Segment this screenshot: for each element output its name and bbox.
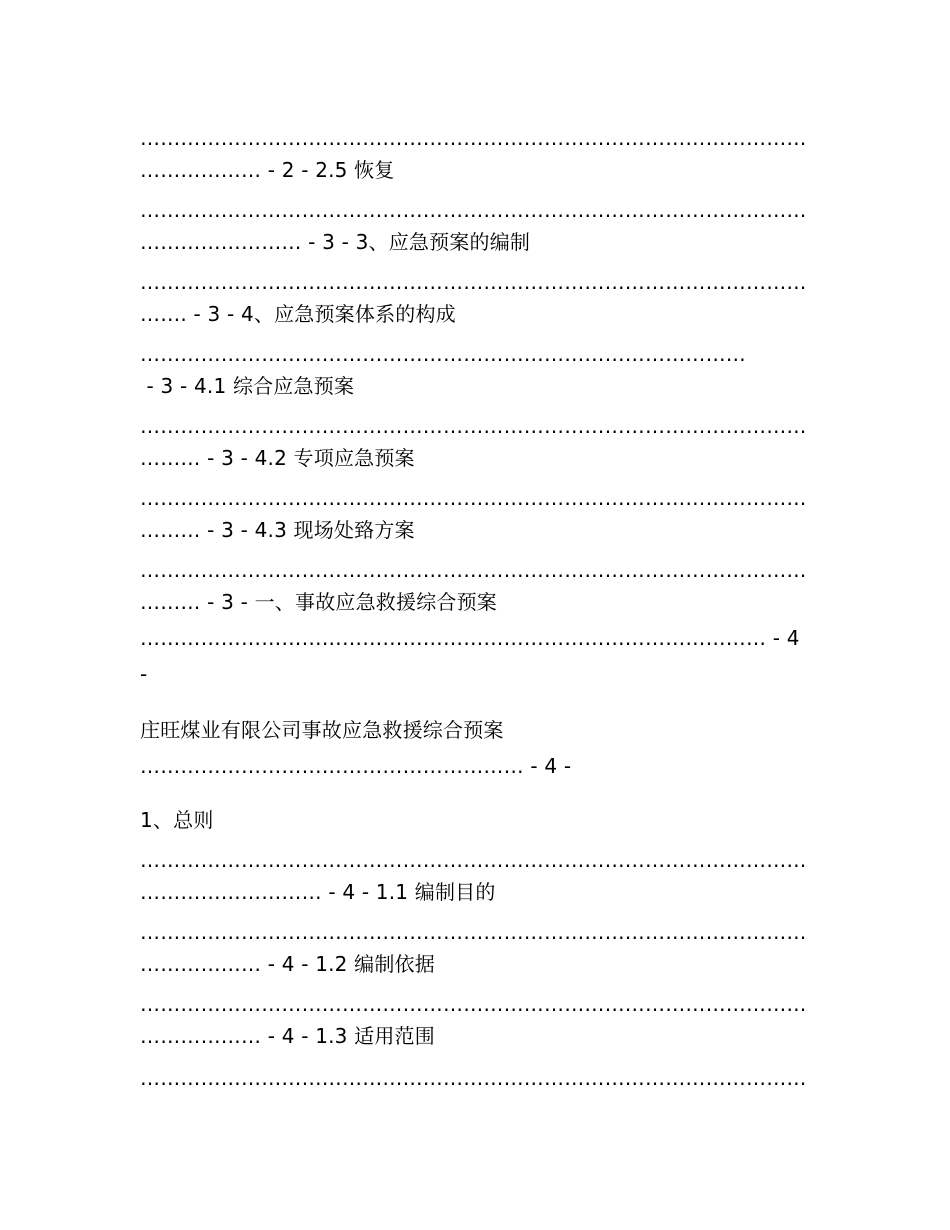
toc-entry: ……………… - 4 - 1.3 适用范围 (140, 1024, 435, 1048)
toc-entry: ……. - 3 - 4、应急预案体系的构成 (140, 302, 456, 326)
toc-leader-line: ……………………………………………………………………………………… (140, 270, 807, 294)
toc-leader-line: ……………………………………………………………………………………… (140, 558, 807, 582)
toc-leader-line: ……………………………………………………………………………………… (140, 1066, 807, 1090)
toc-entry: ……… - 3 - 一、事故应急救援综合预案 (140, 590, 497, 614)
toc-entry: ………………………………………………… - 4 - (140, 754, 572, 778)
toc-leader-line: ……………………………………………………………………………………… (140, 126, 807, 150)
toc-leader-line: ……………………………………………………………………………… (140, 342, 746, 366)
toc-entry: ……… - 3 - 4.2 专项应急预案 (140, 446, 415, 470)
toc-entry: - (140, 662, 148, 686)
toc-leader-line: ……………………………………………………………………………………… (140, 486, 807, 510)
toc-leader-line: ……………………………………………………………………………………… (140, 992, 807, 1016)
toc-leader-line: ……………………………………………………………………………………… (140, 848, 807, 872)
toc-leader-line: ……………………………………………………………………………………… (140, 414, 807, 438)
toc-entry: …………………… - 3 - 3、应急预案的编制 (140, 230, 531, 254)
toc-entry: ……………………… - 4 - 1.1 编制目的 (140, 880, 496, 904)
toc-heading: 庄旺煤业有限公司事故应急救援综合预案 (140, 718, 504, 742)
toc-heading: 1、总则 (140, 808, 214, 832)
toc-entry: ………………………………………………………………………………… - 4 (140, 626, 800, 650)
toc-leader-line: ……………………………………………………………………………………… (140, 198, 807, 222)
toc-entry: - 3 - 4.1 综合应急预案 (140, 374, 355, 398)
toc-leader-line: ……………………………………………………………………………………… (140, 920, 807, 944)
toc-entry: ……………… - 2 - 2.5 恢复 (140, 158, 395, 182)
toc-entry: ……………… - 4 - 1.2 编制依据 (140, 952, 435, 976)
toc-entry: ……… - 3 - 4.3 现场处臵方案 (140, 518, 415, 542)
